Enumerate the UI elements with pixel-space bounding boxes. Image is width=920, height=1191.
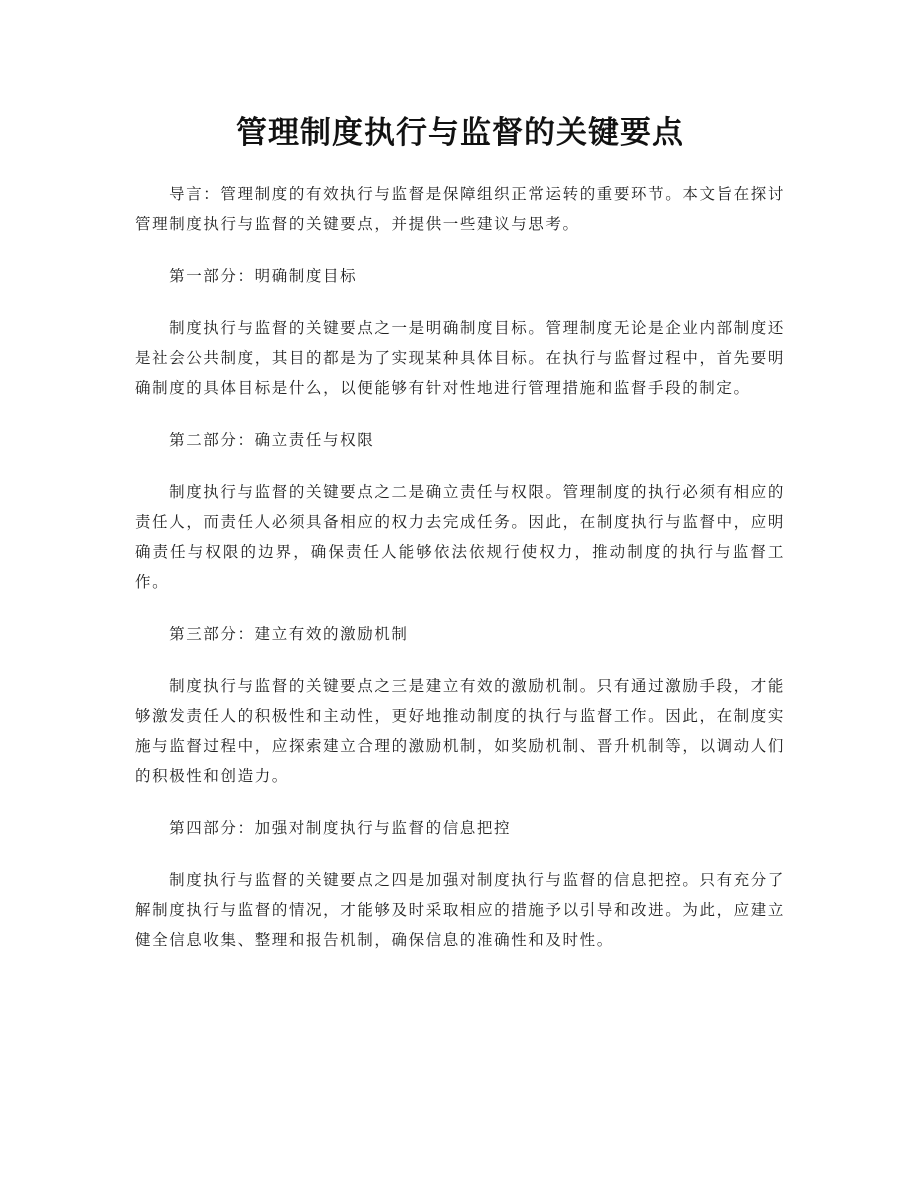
document-content bbox=[135, 179, 785, 955]
section-4-heading: 第四部分：加强对制度执行与监督的信息把控 bbox=[169, 819, 512, 837]
section-3-body: 制度执行与监督的关键要点之三是建立有效的激励机制。只有通过激励手段，才能够激发责任人的积极性和主动性，更好地推动制度的执行与监督工作。因此，在制度实施与监督过程中，应探索建立合理的激励机制，如奖励机制、晋升机制等，以调动人们的积极性和创造力。 bbox=[135, 677, 785, 785]
section-4-body: 制度执行与监督的关键要点之四是加强对制度执行与监督的信息把控。只有充分了解制度执行与监督的情况，才能够及时采取相应的措施予以引导和改进。为此，应建立健全信息收集、整理和报告机制，确保信息的准确性和及时性。 bbox=[135, 871, 785, 949]
document-title: 管理制度执行与监督的关键要点 bbox=[236, 115, 684, 151]
section-1-heading: 第一部分：明确制度目标 bbox=[169, 267, 358, 285]
intro-paragraph: 导言：管理制度的有效执行与监督是保障组织正常运转的重要环节。本文旨在探讨管理制度执行与监督的关键要点，并提供一些建议与思考。 bbox=[135, 185, 785, 233]
section-2-body: 制度执行与监督的关键要点之二是确立责任与权限。管理制度的执行必须有相应的责任人，而责任人必须具备相应的权力去完成任务。因此，在制度执行与监督中，应明确责任与权限的边界，确保责任人能够依法依规行使权力，推动制度的执行与监督工作。 bbox=[135, 483, 785, 591]
section-3-heading: 第三部分：建立有效的激励机制 bbox=[169, 625, 409, 643]
section-2-heading: 第二部分：确立责任与权限 bbox=[169, 431, 375, 449]
section-1-body: 制度执行与监督的关键要点之一是明确制度目标。管理制度无论是企业内部制度还是社会公共制度，其目的都是为了实现某种具体目标。在执行与监督过程中，首先要明确制度的具体目标是什么，以便能够有针对性地进行管理措施和监督手段的制定。 bbox=[135, 319, 785, 397]
